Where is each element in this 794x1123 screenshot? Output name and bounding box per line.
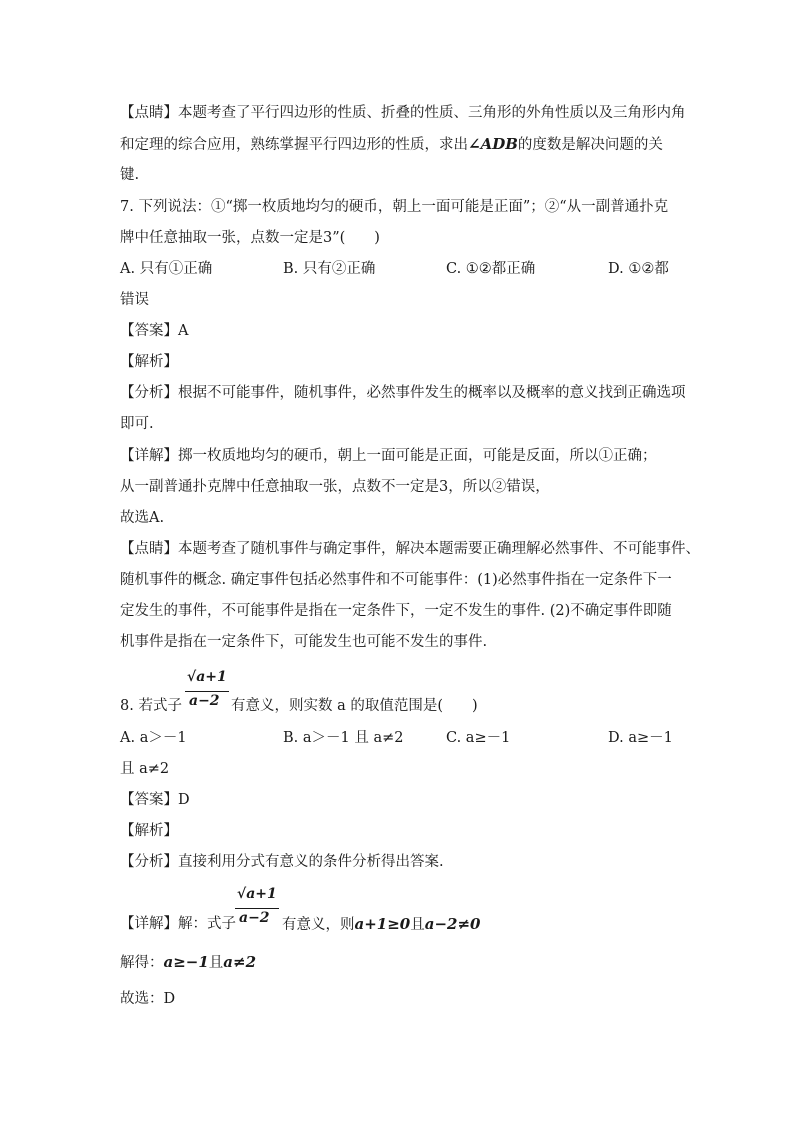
- option-a: A. a＞－1: [120, 730, 187, 746]
- angle-expression: ∠ADB: [468, 135, 518, 153]
- fraction-bar: [185, 691, 229, 692]
- question-stem: 7. 下列说法：①“掷一枚质地均匀的硬币，朝上一面可能是正面”；②“从一副普通扑克: [120, 199, 669, 215]
- remark-line: 机事件是指在一定条件下，可能发生也可能不发生的事件.: [120, 634, 488, 650]
- option-d-continued: 错误: [120, 292, 149, 308]
- option-b: B. a＞－1 且 a≠2: [283, 730, 404, 746]
- fraction-numerator: √a+1: [187, 669, 227, 685]
- remark-line: 随机事件的概念. 确定事件包括必然事件和不可能事件：(1)必然事件指在一定条件下一: [120, 572, 672, 588]
- question-stem: 8. 若式子: [120, 698, 182, 714]
- note-line: 键.: [120, 167, 140, 183]
- fraction-expression: [185, 669, 235, 719]
- option-d-continued: 且 a≠2: [120, 761, 170, 777]
- option-b: B. 只有②正确: [283, 261, 376, 277]
- fraction-expression: [235, 886, 285, 936]
- answer: 【答案】A: [120, 323, 189, 339]
- answer: 【答案】D: [120, 792, 190, 808]
- solution-text: 且: [208, 955, 224, 971]
- choose-line: 故选：D: [120, 991, 176, 1007]
- solution-text: 解得：: [120, 955, 164, 971]
- remark-line: 定发生的事件，不可能事件是指在一定条件下，一定不发生的事件. (2)不确定事件即随: [120, 603, 672, 619]
- option-c: C. ①②都正确: [446, 261, 536, 277]
- note-text: 的度数是解决问题的关: [517, 137, 663, 153]
- inequality-expression: a−2≠0: [424, 915, 481, 933]
- analysis-title: 【解析】: [120, 354, 178, 370]
- detail-line: 从一副普通扑克牌中任意抽取一张，点数不一定是3，所以②错误，: [120, 479, 550, 495]
- note-line: [120, 134, 663, 155]
- detail-line: 【详解】解：式子: [120, 916, 236, 932]
- question-stem: 牌中任意抽取一张，点数一定是3”( ): [120, 230, 380, 246]
- detail-text: 有意义，则: [282, 917, 355, 933]
- solution-line: [120, 952, 256, 973]
- option-d: D. a≥－1: [608, 730, 673, 746]
- inequality-expression: a≥−1: [163, 953, 209, 971]
- note-text: 和定理的综合应用，熟练掌握平行四边形的性质，求出: [120, 137, 468, 153]
- analysis-line: 即可.: [120, 416, 154, 432]
- detail-line: [282, 914, 480, 935]
- fraction-bar: [235, 908, 279, 909]
- inequality-expression: a≠2: [223, 953, 257, 971]
- remark-line: 【点睛】本题考查了随机事件与确定事件，解决本题需要正确理解必然事件、不可能事件、: [120, 541, 700, 557]
- fraction-denominator: a−2: [189, 693, 220, 709]
- inequality-expression: a+1≥0: [354, 915, 411, 933]
- detail-line: 【详解】掷一枚质地均匀的硬币，朝上一面可能是正面，可能是反面，所以①正确；: [120, 448, 657, 464]
- option-a: A. 只有①正确: [120, 261, 213, 277]
- question-stem: 有意义，则实数 a 的取值范围是( ): [231, 698, 478, 714]
- detail-text: 且: [410, 917, 425, 933]
- fraction-denominator: a−2: [239, 910, 270, 926]
- analysis-line: 【分析】根据不可能事件，随机事件，必然事件发生的概率以及概率的意义找到正确选项: [120, 385, 686, 401]
- analysis-title: 【解析】: [120, 823, 178, 839]
- fraction-numerator: √a+1: [237, 886, 277, 902]
- choose-line: 故选A.: [120, 510, 165, 526]
- note-line: 【点睛】本题考查了平行四边形的性质、折叠的性质、三角形的外角性质以及三角形内角: [120, 105, 686, 121]
- option-d: D. ①②都: [608, 261, 669, 277]
- analysis-line: 【分析】直接利用分式有意义的条件分析得出答案.: [120, 854, 444, 870]
- option-c: C. a≥－1: [446, 730, 511, 746]
